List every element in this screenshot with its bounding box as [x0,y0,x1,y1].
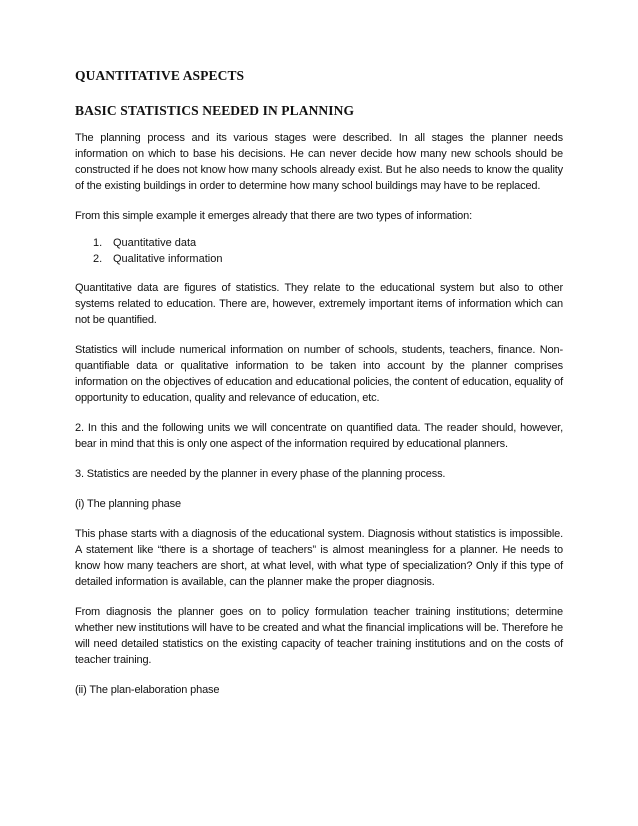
section-heading: BASIC STATISTICS NEEDED IN PLANNING [75,103,355,118]
document-heading: QUANTITATIVE ASPECTS [75,68,245,83]
list-item-text: Qualitative information [113,253,223,265]
paragraph-types: From this simple example it emerges already that there are two types of information: [75,210,473,222]
information-types-list [75,235,563,267]
paragraph-quantitative: Quantitative data are figures of statistics. They relate to the educational system but also to other systems related to education. There are, however, extremely important items of information which can not be quantified. [75,282,563,326]
paragraph-policy: From diagnosis the planner goes on to policy formulation teacher training institutions; determine whether new institutions will have to be created and what the financial implications will be. Therefore he will need detailed statistics on the existing capacity of teacher training institutions and on the costs of teacher training. [75,606,563,666]
paragraph-point-2: 2. In this and the following units we will concentrate on quantified data. The reader should, however, bear in mind that this is only one aspect of the information required by educational planners. [75,422,563,450]
subheading-plan-elaboration: (ii) The plan-elaboration phase [75,684,220,696]
list-item-number: 1. [93,237,103,249]
list-item-number: 2. [93,253,103,265]
paragraph-intro: The planning process and its various stages were described. In all stages the planner needs information on which to base his decisions. He can never decide how many new schools should be constructed if he does not know how many schools already exist. But he also needs to know the quality of the existing buildings in order to determine how many school buildings may have to be replaced. [75,132,563,192]
paragraph-point-3: 3. Statistics are needed by the planner in every phase of the planning process. [75,468,446,480]
list-item [75,251,563,267]
list-item [75,235,563,251]
list-item-text: Quantitative data [113,237,197,249]
paragraph-diagnosis: This phase starts with a diagnosis of the educational system. Diagnosis without statistics is impossible. A statement like “there is a shortage of teachers” is almost meaningless for a planner. He needs to know how many teachers are short, at what level, with what type of specialization? Only if this type of detailed information is available, can the planner make the proper diagnosis. [75,528,563,588]
subheading-planning-phase: (i) The planning phase [75,498,181,510]
paragraph-statistics: Statistics will include numerical information on number of schools, students, teachers, finance. Non-quantifiable data or qualitative information to be taken into account by the planner comprises information on the objectives of education and educational policies, the content of education, equality of opportunity to education, quality and relevance of education, etc. [75,344,563,404]
document-page [75,68,563,712]
